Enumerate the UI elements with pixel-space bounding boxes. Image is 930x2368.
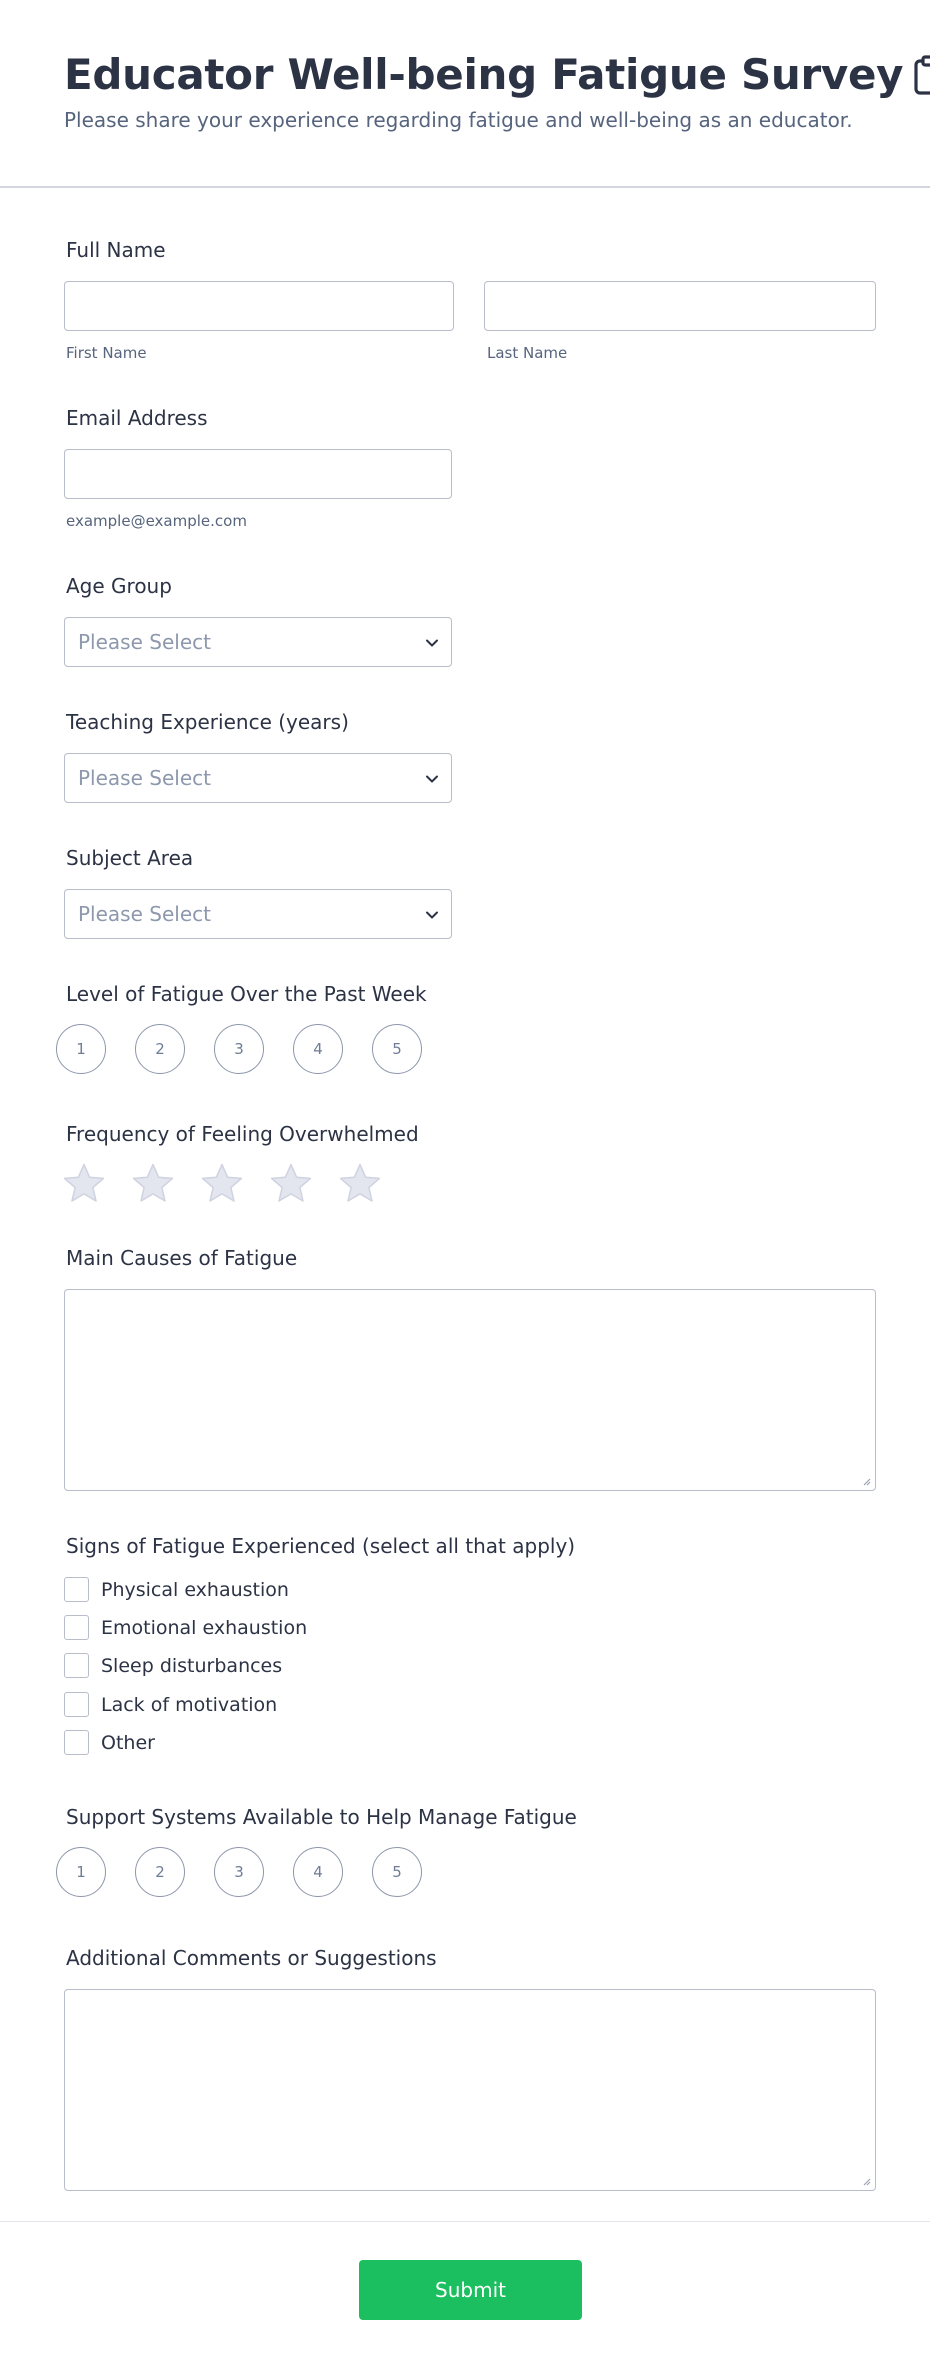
checkbox-label: Physical exhaustion [101, 1579, 289, 1601]
fatigue-level-option-4[interactable]: 4 [293, 1024, 343, 1074]
checkbox-label: Sleep disturbances [101, 1655, 283, 1677]
age-group-selected: Please Select [78, 630, 211, 654]
support-systems-option-5[interactable]: 5 [372, 1847, 422, 1897]
subject-area-select[interactable] [64, 889, 452, 939]
form-footer [0, 2221, 930, 2368]
submit-button[interactable]: Submit [359, 2260, 582, 2320]
checkbox-label: Emotional exhaustion [101, 1617, 308, 1639]
overwhelmed-frequency-label: Frequency of Feeling Overwhelmed [66, 1122, 419, 1146]
checkbox-lack-of-motivation[interactable] [64, 1692, 89, 1717]
page-title-text: Educator Well-being Fatigue Survey [64, 50, 904, 99]
resize-grip-icon[interactable] [861, 2176, 871, 2186]
support-systems-option-3[interactable]: 3 [214, 1847, 264, 1897]
checkbox-label: Lack of motivation [101, 1694, 278, 1716]
subject-area-selected: Please Select [78, 902, 211, 926]
support-systems-option-2[interactable]: 2 [135, 1847, 185, 1897]
fatigue-level-option-1[interactable]: 1 [56, 1024, 106, 1074]
subject-area-label: Subject Area [66, 846, 194, 870]
checkbox-emotional-exhaustion[interactable] [64, 1615, 89, 1640]
full-name-label: Full Name [66, 238, 166, 262]
clipboard-icon [913, 55, 930, 95]
first-name-input[interactable] [64, 281, 454, 331]
comments-textarea[interactable] [64, 1989, 876, 2191]
email-sublabel: example@example.com [66, 512, 247, 530]
teaching-experience-select[interactable] [64, 753, 452, 803]
checkbox-sleep-disturbances[interactable] [64, 1653, 89, 1678]
fatigue-level-option-2[interactable]: 2 [135, 1024, 185, 1074]
resize-grip-icon[interactable] [861, 1476, 871, 1486]
form-header [0, 0, 930, 188]
age-group-select[interactable] [64, 617, 452, 667]
star-icon[interactable] [270, 1163, 312, 1203]
checkbox-physical-exhaustion[interactable] [64, 1577, 89, 1602]
support-systems-label: Support Systems Available to Help Manage Fatigue [66, 1805, 577, 1829]
last-name-sublabel: Last Name [487, 344, 568, 362]
star-icon[interactable] [339, 1163, 381, 1203]
main-causes-label: Main Causes of Fatigue [66, 1246, 298, 1270]
last-name-input[interactable] [484, 281, 876, 331]
support-systems-option-4[interactable]: 4 [293, 1847, 343, 1897]
age-group-label: Age Group [66, 574, 172, 598]
support-systems-option-1[interactable]: 1 [56, 1847, 106, 1897]
fatigue-level-option-3[interactable]: 3 [214, 1024, 264, 1074]
page-subtitle: Please share your experience regarding fatigue and well-being as an educator. [64, 108, 853, 132]
star-icon[interactable] [132, 1163, 174, 1203]
first-name-sublabel: First Name [66, 344, 147, 362]
star-icon[interactable] [201, 1163, 243, 1203]
chevron-down-icon [425, 772, 439, 786]
signs-label: Signs of Fatigue Experienced (select all that apply) [66, 1534, 576, 1558]
chevron-down-icon [425, 908, 439, 922]
checkbox-label: Other [101, 1732, 155, 1754]
fatigue-level-option-5[interactable]: 5 [372, 1024, 422, 1074]
email-input[interactable] [64, 449, 452, 499]
chevron-down-icon [425, 636, 439, 650]
page-title [64, 50, 930, 99]
checkbox-other[interactable] [64, 1730, 89, 1755]
teaching-experience-label: Teaching Experience (years) [66, 710, 349, 734]
comments-label: Additional Comments or Suggestions [66, 1946, 437, 1970]
main-causes-textarea[interactable] [64, 1289, 876, 1491]
star-icon[interactable] [63, 1163, 105, 1203]
teaching-experience-selected: Please Select [78, 766, 211, 790]
email-label: Email Address [66, 406, 208, 430]
fatigue-level-label: Level of Fatigue Over the Past Week [66, 982, 427, 1006]
